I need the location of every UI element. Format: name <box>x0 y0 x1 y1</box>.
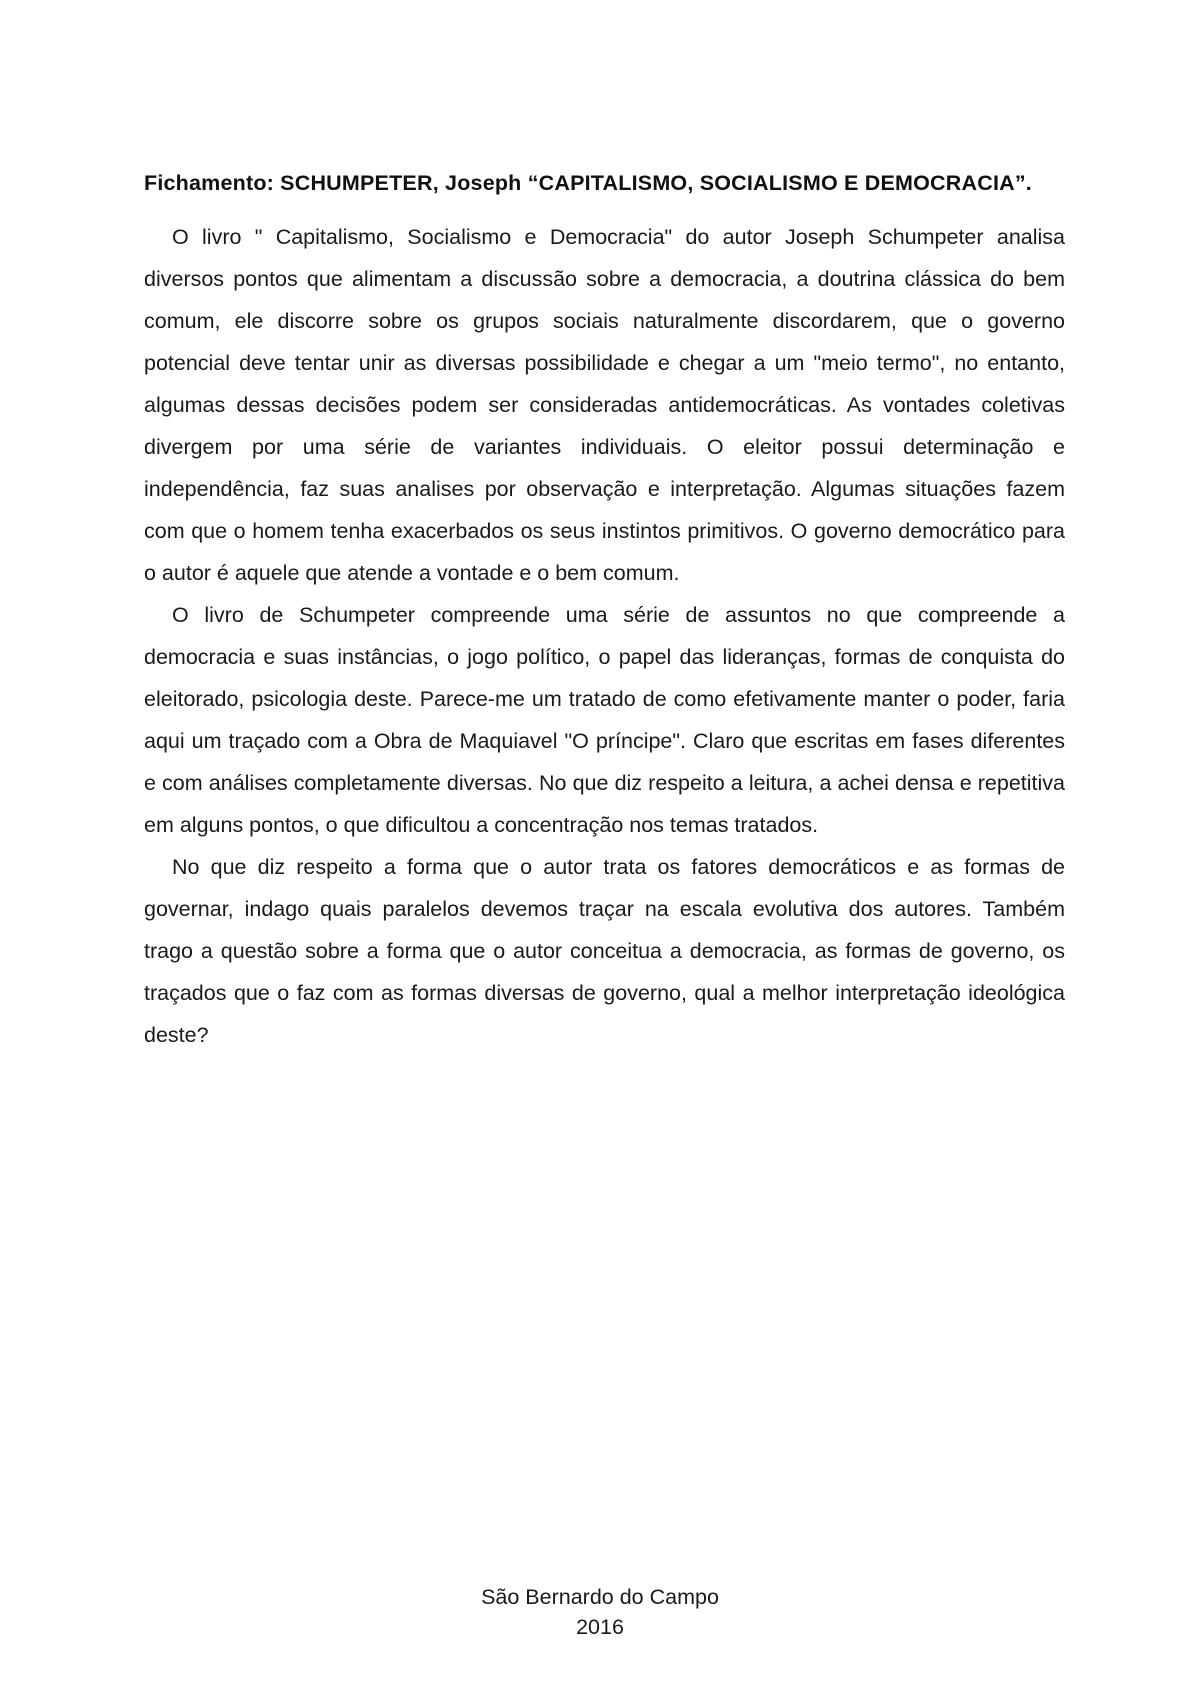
document-body <box>144 216 1065 1056</box>
document-footer <box>0 1582 1200 1642</box>
document-title: Fichamento: SCHUMPETER, Joseph “CAPITALISMO, SOCIALISMO E DEMOCRACIA”. <box>144 171 1032 195</box>
footer-year: 2016 <box>576 1615 624 1639</box>
paragraph-2: O livro de Schumpeter compreende uma série de assuntos no que compreende a democracia e suas instâncias, o jogo político, o papel das lideranças, formas de conquista do eleitorado, psicologia deste. Parece-me um tratado de como efetivamente manter o poder, faria aqui um traçado com a Obra de Maquiavel "O príncipe". Claro que escritas em fases diferentes e com análises completamente diversas. No que diz respeito a leitura, a achei densa e repetitiva em alguns pontos, o que dificultou a concentração nos temas tratados. <box>144 603 1065 837</box>
paragraph-1: O livro " Capitalismo, Socialismo e Democracia" do autor Joseph Schumpeter analisa diversos pontos que alimentam a discussão sobre a democracia, a doutrina clássica do bem comum, ele discorre sobre os grupos sociais naturalmente discordarem, que o governo potencial deve tentar unir as diversas possibilidade e chegar a um "meio termo", no entanto, algumas dessas decisões podem ser consideradas antidemocráticas. As vontades coletivas divergem por uma série de variantes individuais. O eleitor possui determinação e independência, faz suas analises por observação e interpretação. Algumas situações fazem com que o homem tenha exacerbados os seus instintos primitivos. O governo democrático para o autor é aquele que atende a vontade e o bem comum. <box>144 225 1065 585</box>
document-content <box>144 168 1065 1056</box>
paragraph-3: No que diz respeito a forma que o autor trata os fatores democráticos e as formas de governar, indago quais paralelos devemos traçar na escala evolutiva dos autores. Também trago a questão sobre a forma que o autor conceitua a democracia, as formas de governo, os traçados que o faz com as formas diversas de governo, qual a melhor interpretação ideológica deste? <box>144 855 1065 1047</box>
footer-city: São Bernardo do Campo <box>481 1585 719 1609</box>
